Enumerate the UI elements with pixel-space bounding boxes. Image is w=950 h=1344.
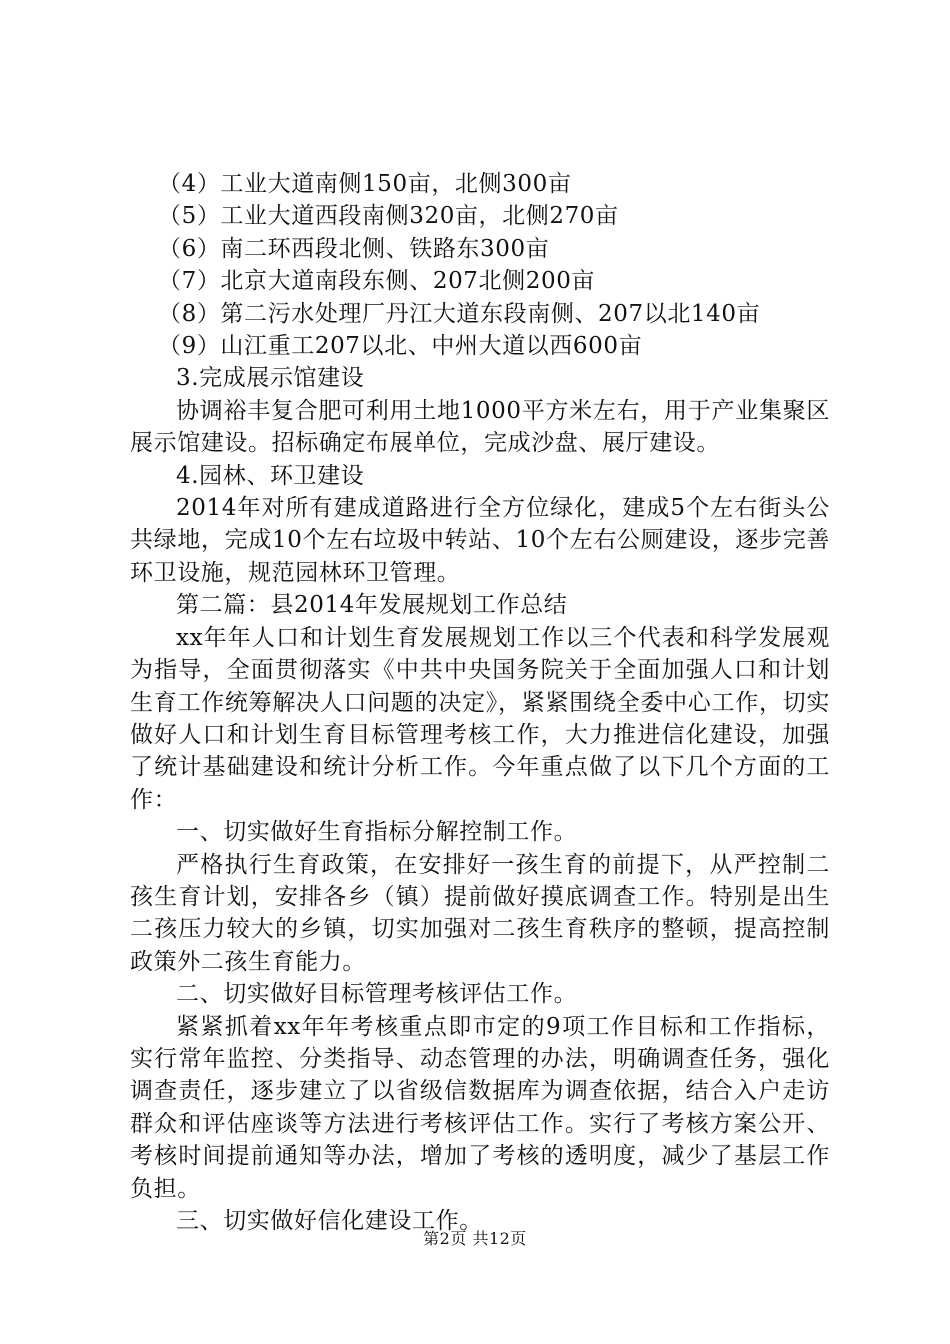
paragraph: 2014年对所有建成道路进行全方位绿化，建成5个左右街头公共绿地，完成10个左右垃圾中转站、10个左右公厕建设，逐步完善环卫设施，规范园林环卫管理。 <box>130 495 830 586</box>
list-item: （6）南二环西段北侧、铁路东300亩 <box>158 235 550 262</box>
section-heading: 3.完成展示馆建设 <box>176 365 365 392</box>
list-item: （8）第二污水处理厂丹江大道东段南侧、207以北140亩 <box>158 300 761 327</box>
paragraph: 紧紧抓着xx年年考核重点即市定的9项工作目标和工作指标，实行常年监控、分类指导、动态管理的办法，明确调查任务，强化调查责任，逐步建立了以省级信数据库为调查依据，结合入户走访群众和评估座谈等方法进行考核评估工作。实行了考核方案公开、考核时间提前通知等办法，增加了考核的透明度，减少了基层工作负担。 <box>130 1013 830 1202</box>
page-footer: 第2页 共12页 <box>423 1229 527 1248</box>
chapter-title: 第二篇：县2014年发展规划工作总结 <box>176 592 568 619</box>
document-body <box>130 168 830 1237</box>
list-item: （7）北京大道南段东侧、207北侧200亩 <box>158 268 596 295</box>
list-item: （5）工业大道西段南侧320亩，北侧270亩 <box>158 203 619 230</box>
section-heading: 三、切实做好信化建设工作。 <box>176 1208 483 1234</box>
section-heading: 4.园林、环卫建设 <box>176 462 365 489</box>
paragraph: xx年年人口和计划生育发展规划工作以三个代表和科学发展观为指导，全面贯彻落实《中共中央国务院关于全面加强人口和计划生育工作统筹解决人口问题的决定》，紧紧围绕全委中心工作，切实做好人口和计划生育目标管理考核工作，大力推进信化建设，加强了统计基础建设和统计分析工作。今年重点做了以下几个方面的工作： <box>130 624 830 813</box>
paragraph: 严格执行生育政策，在安排好一孩生育的前提下，从严控制二孩生育计划，安排各乡（镇）提前做好摸底调查工作。特别是出生二孩压力较大的乡镇，切实加强对二孩生育秩序的整顿，提高控制政策外二孩生育能力。 <box>130 851 830 975</box>
section-heading: 二、切实做好目标管理考核评估工作。 <box>176 981 578 1008</box>
list-item: （9）山江重工207以北、中州大道以西600亩 <box>158 333 643 360</box>
section-heading: 一、切实做好生育指标分解控制工作。 <box>176 819 578 846</box>
paragraph: 协调裕丰复合肥可利用土地1000平方米左右，用于产业集聚区展示馆建设。招标确定布展单位，完成沙盘、展厅建设。 <box>130 397 830 457</box>
list-item: （4）工业大道南侧150亩，北侧300亩 <box>158 171 572 197</box>
